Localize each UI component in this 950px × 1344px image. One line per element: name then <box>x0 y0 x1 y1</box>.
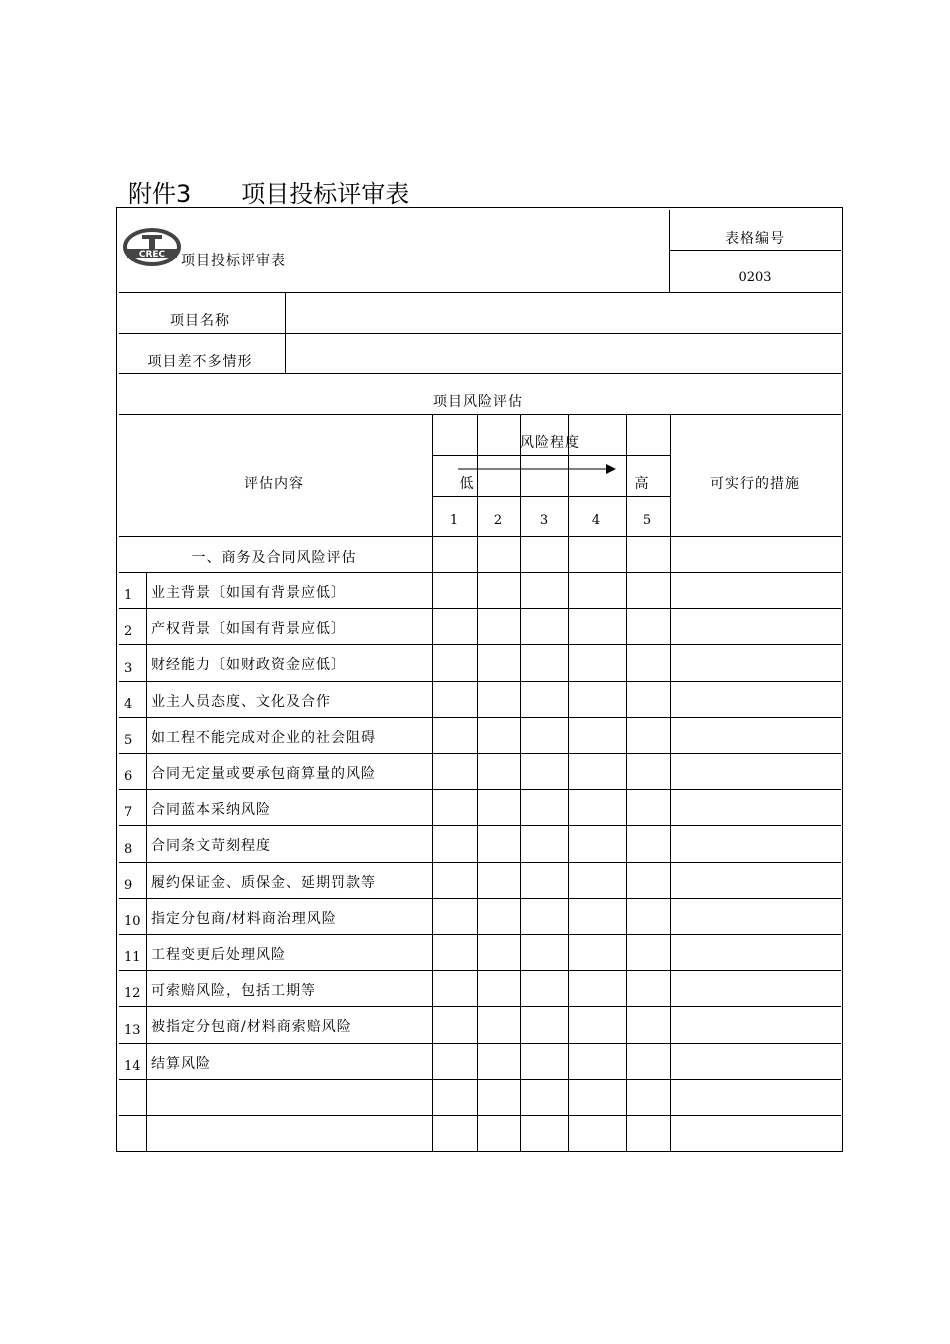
level-column-line-5 <box>670 414 671 1151</box>
item-text: 被指定分包商/材料商索赔风险 <box>151 1019 352 1036</box>
header-bottom-line <box>119 292 841 293</box>
item-number: 10 <box>124 914 141 929</box>
item-text: 履约保证金、质保金、延期罚款等 <box>151 874 376 891</box>
page-heading <box>128 174 409 209</box>
item-text: 业主人员态度、文化及合作 <box>151 693 331 710</box>
item-text: 如工程不能完成对企业的社会阻碍 <box>151 729 376 746</box>
code-row-divider <box>669 250 841 251</box>
item-number: 1 <box>124 588 133 604</box>
risk-section-title: 项目风险评估 <box>433 394 523 410</box>
level-column-line-3 <box>568 414 569 1151</box>
risk-level-number: 5 <box>642 513 652 528</box>
table-row-line <box>119 970 841 971</box>
table-row-line <box>119 862 841 863</box>
heading-prefix: 附件3 <box>128 180 192 208</box>
table-row-line <box>119 717 841 718</box>
item-number: 6 <box>124 769 133 785</box>
item-text: 工程变更后处理风险 <box>151 947 286 963</box>
item-text: 指定分包商/材料商治理风险 <box>151 910 337 927</box>
project-overview-bottom-line <box>119 373 841 374</box>
risk-level-number: 3 <box>539 513 549 528</box>
table-row-line <box>119 789 841 790</box>
item-text: 业主背景〔如国有背景应低〕 <box>151 585 346 601</box>
item-number: 12 <box>124 986 141 1002</box>
project-name-label: 项目名称 <box>170 313 230 329</box>
crec-logo-icon <box>122 227 182 267</box>
item-text: 合同无定量或要承包商算量的风险 <box>151 766 376 782</box>
table-row-line <box>119 644 841 645</box>
table-row-line <box>119 608 841 609</box>
risk-level-number: 4 <box>591 513 601 528</box>
risk-level-number: 2 <box>493 513 503 528</box>
table-row-line <box>119 1115 841 1116</box>
category-bottom-line <box>119 572 841 573</box>
table-row-line <box>119 681 841 682</box>
review-form-table <box>119 210 841 1151</box>
project-name-bottom-line <box>119 333 841 334</box>
risk-title-bottom-line <box>119 414 841 415</box>
level-column-line-2 <box>520 414 521 1151</box>
form-code-label: 表格编号 <box>725 231 785 247</box>
risk-level-label: 风险程度 <box>520 435 580 451</box>
level-column-line-1 <box>477 414 478 1151</box>
item-text: 可索赔风险，包括工期等 <box>151 983 316 1000</box>
item-number: 8 <box>124 841 133 857</box>
level-number-divider <box>432 496 670 497</box>
table-row-line <box>119 898 841 899</box>
item-number: 11 <box>124 950 141 966</box>
item-number: 14 <box>124 1058 141 1074</box>
item-number: 5 <box>124 733 133 748</box>
item-number: 3 <box>124 660 133 676</box>
project-overview-label: 项目差不多情形 <box>147 354 253 370</box>
heading-title: 项目投标评审表 <box>241 180 410 208</box>
item-number: 9 <box>124 877 133 893</box>
level-column-line-4 <box>626 414 627 1151</box>
high-label: 高 <box>634 476 650 492</box>
item-number: 13 <box>124 1022 141 1038</box>
table-row-line <box>119 1006 841 1007</box>
item-number: 2 <box>124 624 133 640</box>
risk-level-divider <box>432 455 670 456</box>
item-text: 财经能力〔如财政资金应低〕 <box>151 657 346 674</box>
table-row-line <box>119 825 841 826</box>
svg-text:CREC: CREC <box>138 250 166 260</box>
table-row-line <box>119 753 841 754</box>
item-text: 合同条文苛刻程度 <box>151 838 271 855</box>
low-label: 低 <box>459 476 475 492</box>
level-column-line-0 <box>432 414 433 1151</box>
low-to-high-arrow-icon <box>458 463 618 475</box>
code-column-divider <box>669 210 670 292</box>
table-row-line <box>119 1043 841 1044</box>
item-text: 结算风险 <box>151 1055 211 1072</box>
item-number: 4 <box>124 696 133 712</box>
measures-label: 可实行的措施 <box>710 476 800 492</box>
form-code-value: 0203 <box>738 270 772 285</box>
category-title: 一、商务及合同风险评估 <box>191 550 357 566</box>
item-text: 产权背景〔如国有背景应低〕 <box>151 621 346 638</box>
eval-content-label: 评估内容 <box>244 476 304 492</box>
risk-level-number: 1 <box>449 513 459 528</box>
item-text: 合同蓝本采纳风险 <box>151 802 271 819</box>
item-number: 7 <box>124 805 133 821</box>
table-header-bottom-line <box>119 536 841 537</box>
table-row-line <box>119 1079 841 1080</box>
table-row-line <box>119 934 841 935</box>
form-title: 项目投标评审表 <box>181 253 286 269</box>
